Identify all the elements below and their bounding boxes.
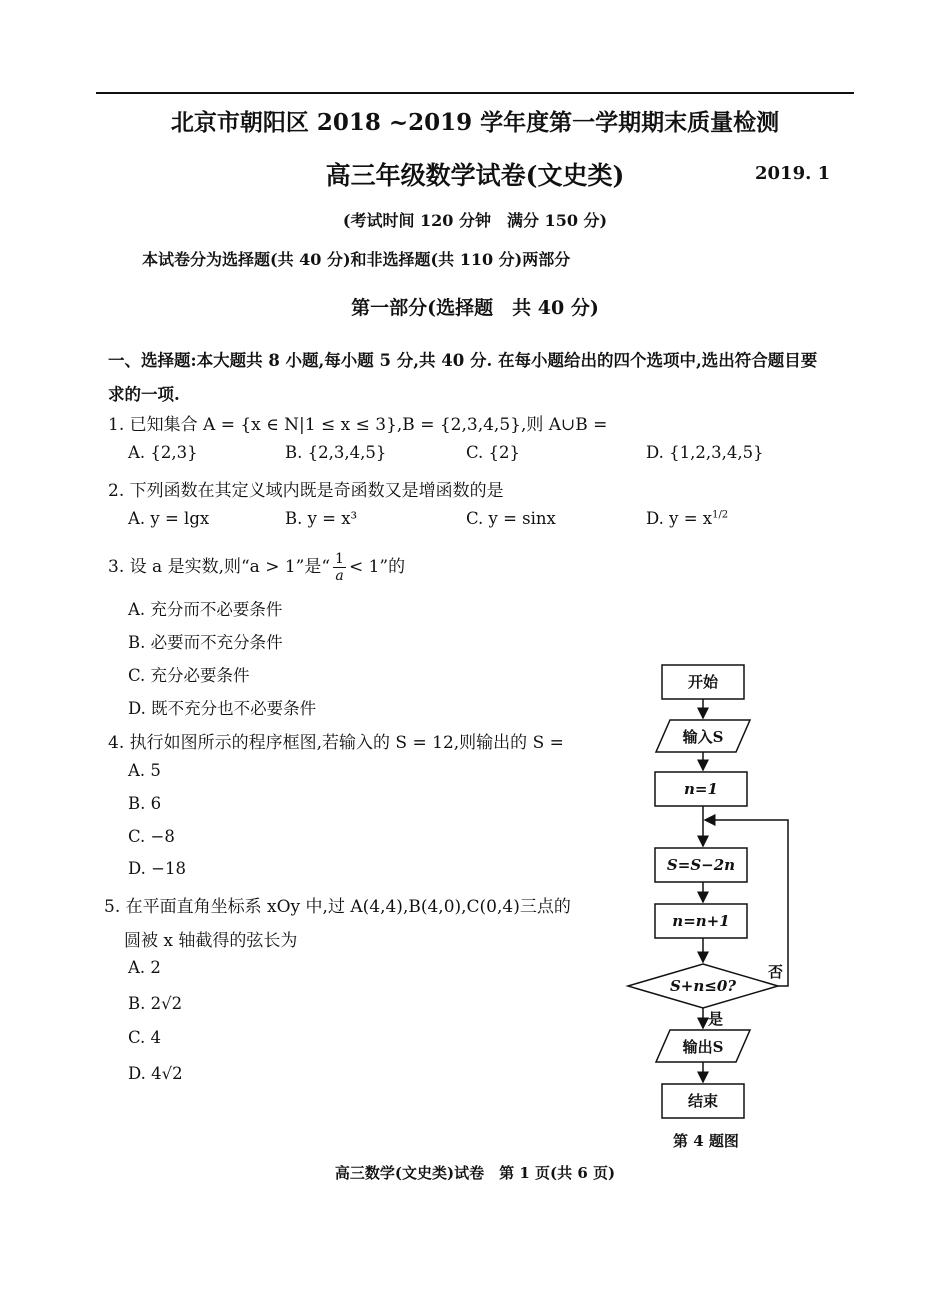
question-3-stem-post: < 1”的 — [348, 557, 406, 577]
flowchart-output-label: 输出S — [682, 1038, 724, 1056]
question-2-option-d-exponent: 1/2 — [712, 509, 729, 521]
question-3-option-d: D. 既不充分也不必要条件 — [128, 699, 317, 718]
question-5-option-a: A. 2 — [128, 958, 161, 977]
flowchart-init-label: n=1 — [684, 780, 718, 798]
flowchart-yes-label: 是 — [708, 1010, 724, 1028]
flowchart-update-n-label: n=n+1 — [672, 912, 730, 930]
question-3-fraction-numerator: 1 — [335, 551, 344, 567]
question-1-stem: 1. 已知集合 A = {x ∈ N|1 ≤ x ≤ 3},B = {2,3,4,5},则 A∪B = — [108, 415, 608, 435]
flowchart-no-label: 否 — [768, 963, 784, 981]
figure-caption: 第 4 题图 — [673, 1132, 739, 1150]
part-title: 第一部分(选择题 共 40 分) — [351, 297, 599, 319]
question-5-option-c: C. 4 — [128, 1028, 162, 1047]
section-instructions: 一、选择题:本大题共 8 小题,每小题 5 分,共 40 分. 在每小题给出的四个选项中,选出符合题目要求的一项. — [108, 351, 818, 404]
flowchart-loop-arrow — [705, 820, 788, 986]
question-3-fraction-denominator: a — [335, 568, 344, 584]
question-4-option-c: C. −8 — [128, 827, 175, 846]
question-4-option-d: D. −18 — [128, 859, 186, 878]
school-exam-line: 北京市朝阳区 2018 ~2019 学年度第一学期期末质量检测 — [170, 109, 780, 136]
question-1-option-c: C. {2} — [466, 443, 521, 462]
question-3-option-b: B. 必要而不充分条件 — [128, 633, 283, 652]
question-2-option-d — [646, 509, 728, 528]
flowchart-input-label: 输入S — [682, 728, 724, 746]
question-3-option-c: C. 充分必要条件 — [128, 666, 250, 685]
flowchart-update-s-label: S=S−2n — [666, 856, 736, 874]
question-5-option-b: B. 2√2 — [128, 994, 183, 1013]
exam-date: 2019. 1 — [755, 163, 831, 184]
question-4-option-b: B. 6 — [128, 794, 162, 813]
question-3-option-a: A. 充分而不必要条件 — [128, 600, 283, 619]
time-info: (考试时间 120 分钟 满分 150 分) — [342, 211, 608, 230]
question-1-option-b: B. {2,3,4,5} — [285, 443, 387, 462]
question-4-stem: 4. 执行如图所示的程序框图,若输入的 S = 12,则输出的 S = — [108, 733, 564, 753]
question-3-fraction — [333, 551, 346, 584]
flowchart — [620, 660, 820, 1125]
flowchart-start-label: 开始 — [687, 673, 719, 691]
paper-title: 高三年级数学试卷(文史类) — [325, 161, 625, 190]
question-2-option-c: C. y = sinx — [466, 509, 556, 528]
question-1-option-a: A. {2,3} — [128, 443, 198, 462]
question-2-option-a: A. y = lgx — [128, 509, 210, 528]
question-5-stem-line1: 5. 在平面直角坐标系 xOy 中,过 A(4,4),B(4,0),C(0,4)三点的 — [104, 897, 571, 917]
question-1-option-d: D. {1,2,3,4,5} — [646, 443, 764, 462]
question-4-option-a: A. 5 — [128, 761, 161, 780]
question-3-stem — [108, 551, 405, 584]
question-2-option-b: B. y = x³ — [285, 509, 358, 528]
flowchart-end-label: 结束 — [687, 1092, 719, 1110]
top-rule — [96, 92, 854, 94]
question-5-option-d: D. 4√2 — [128, 1064, 183, 1083]
flowchart-condition-label: S+n≤0? — [669, 977, 737, 995]
page-footer: 高三数学(文史类)试卷 第 1 页(共 6 页) — [334, 1164, 616, 1182]
question-2-option-d-base: D. y = x — [646, 509, 713, 528]
question-5-stem-line2: 圆被 x 轴截得的弦长为 — [124, 931, 298, 951]
question-2-stem: 2. 下列函数在其定义域内既是奇函数又是增函数的是 — [108, 481, 504, 501]
paper-intro: 本试卷分为选择题(共 40 分)和非选择题(共 110 分)两部分 — [142, 250, 571, 269]
question-3-stem-pre: 3. 设 a 是实数,则“a > 1”是“ — [108, 557, 331, 577]
